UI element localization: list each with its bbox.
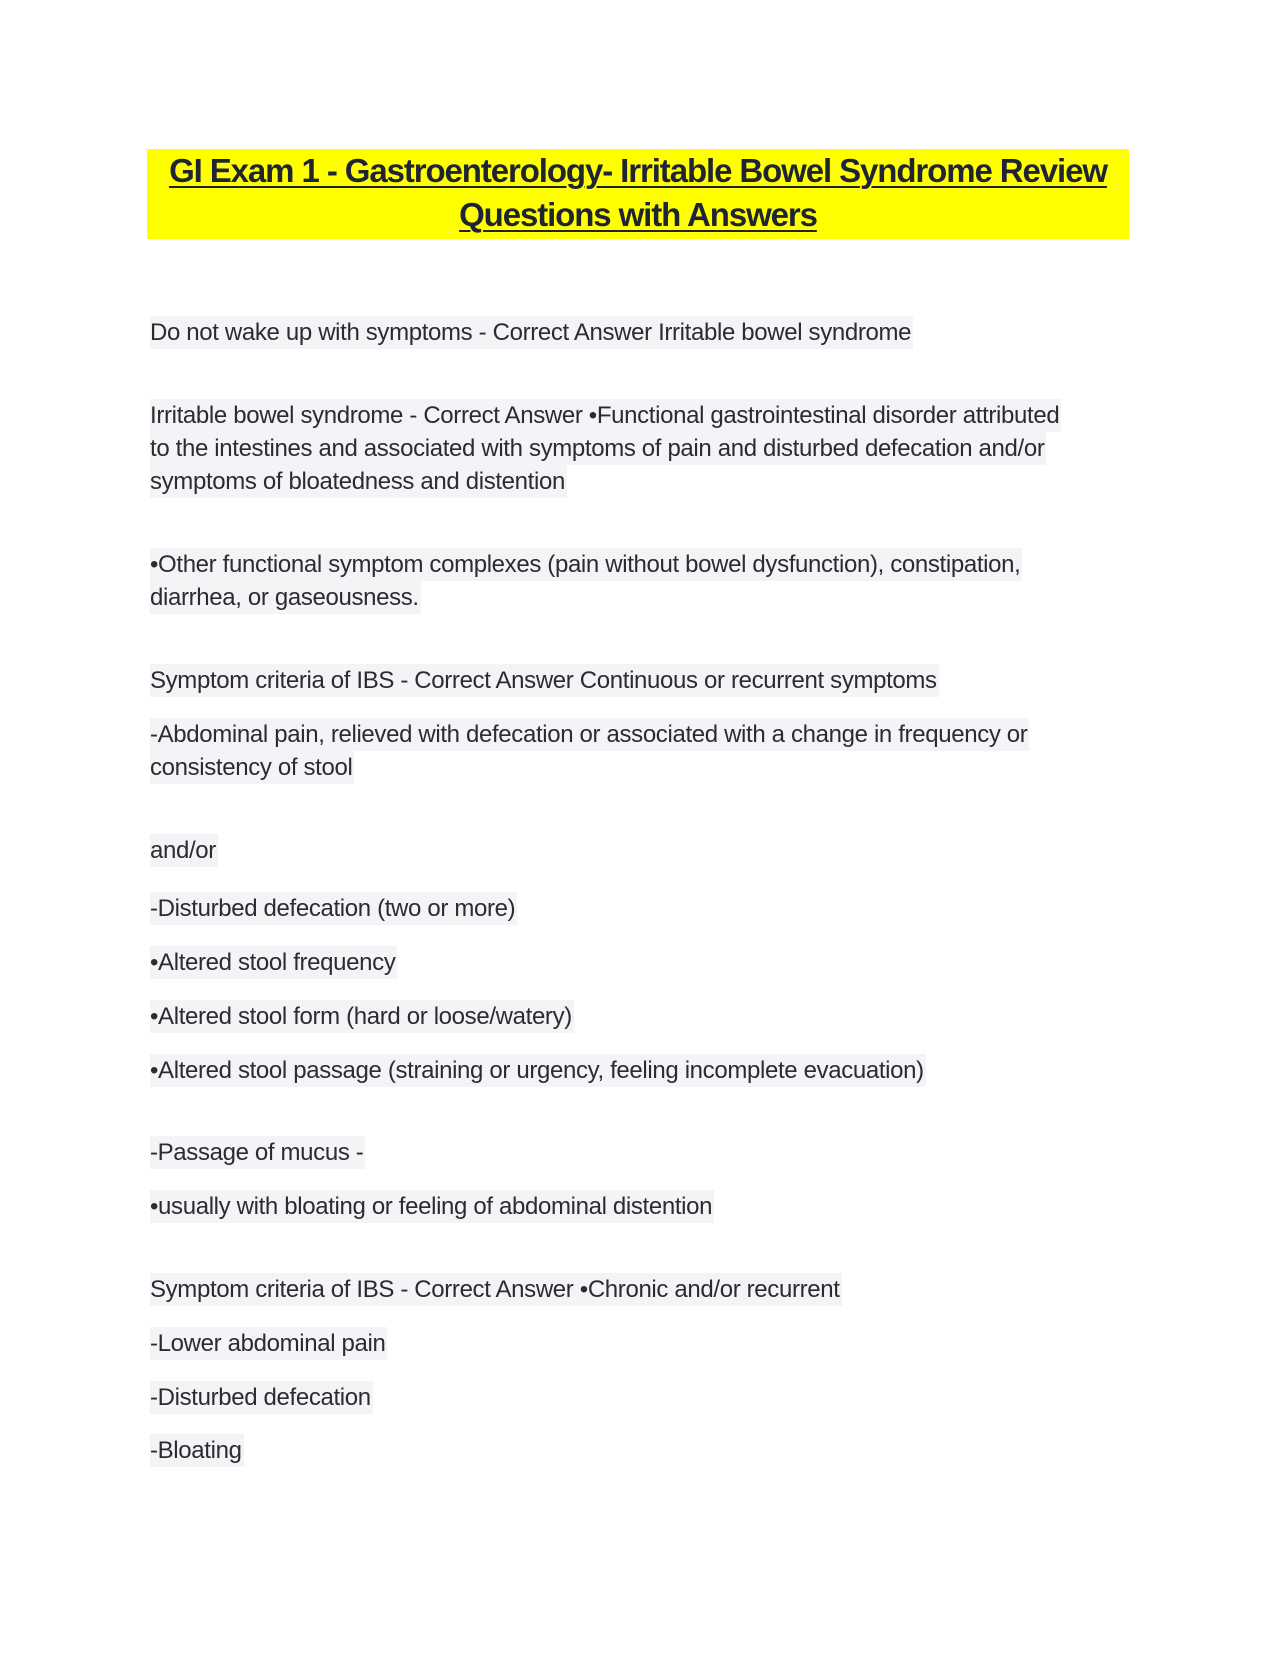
qa-item-3-bloating [150, 1190, 1140, 1223]
qa-item-1 [150, 316, 1140, 349]
text-line: symptoms of bloatedness and distention [150, 465, 567, 498]
qa-item-3-andor [150, 834, 1140, 867]
qa-item-3-disturbed [150, 892, 1140, 925]
text-line: -Disturbed defecation (two or more) [150, 892, 517, 925]
text-line: Symptom criteria of IBS - Correct Answer •Chronic and/or recurrent [150, 1273, 842, 1306]
qa-item-4-defecation [150, 1381, 1140, 1414]
qa-item-2-continued [150, 548, 1140, 614]
title-highlight [147, 149, 1129, 239]
text-line: •Altered stool form (hard or loose/watery) [150, 1000, 574, 1033]
text-line: consistency of stool [150, 751, 354, 784]
text-line: Symptom criteria of IBS - Correct Answer Continuous or recurrent symptoms [150, 664, 939, 697]
title-line-2: Questions with Answers [459, 196, 817, 233]
text-line: and/or [150, 834, 218, 867]
text-line: to the intestines and associated with symptoms of pain and disturbed defecation and/or [150, 432, 1046, 465]
text-line: •Altered stool frequency [150, 946, 397, 979]
qa-item-3-form [150, 1000, 1140, 1033]
qa-item-4-pain [150, 1327, 1140, 1360]
qa-item-4-bloating [150, 1434, 1140, 1467]
text-line: •Altered stool passage (straining or urgency, feeling incomplete evacuation) [150, 1054, 926, 1087]
text-line: Do not wake up with symptoms - Correct Answer Irritable bowel syndrome [150, 316, 913, 349]
title-line-1: GI Exam 1 - Gastroenterology- Irritable Bowel Syndrome Review [169, 152, 1107, 189]
text-line: -Passage of mucus - [150, 1136, 365, 1169]
text-line: -Disturbed defecation [150, 1381, 373, 1414]
text-line: -Lower abdominal pain [150, 1327, 387, 1360]
text-line: •usually with bloating or feeling of abdominal distention [150, 1190, 714, 1223]
text-line: -Bloating [150, 1434, 244, 1467]
qa-item-3-pain [150, 718, 1140, 784]
qa-item-3-frequency [150, 946, 1140, 979]
qa-item-4 [150, 1273, 1140, 1306]
qa-item-3 [150, 664, 1140, 697]
text-line: •Other functional symptom complexes (pain without bowel dysfunction), constipation, [150, 548, 1022, 581]
qa-item-3-passage [150, 1054, 1140, 1087]
qa-item-2 [150, 399, 1140, 498]
text-line: Irritable bowel syndrome - Correct Answer •Functional gastrointestinal disorder attributed [150, 399, 1061, 432]
text-line: diarrhea, or gaseousness. [150, 581, 421, 614]
text-line: -Abdominal pain, relieved with defecation or associated with a change in frequency or [150, 718, 1029, 751]
qa-item-3-mucus [150, 1136, 1140, 1169]
